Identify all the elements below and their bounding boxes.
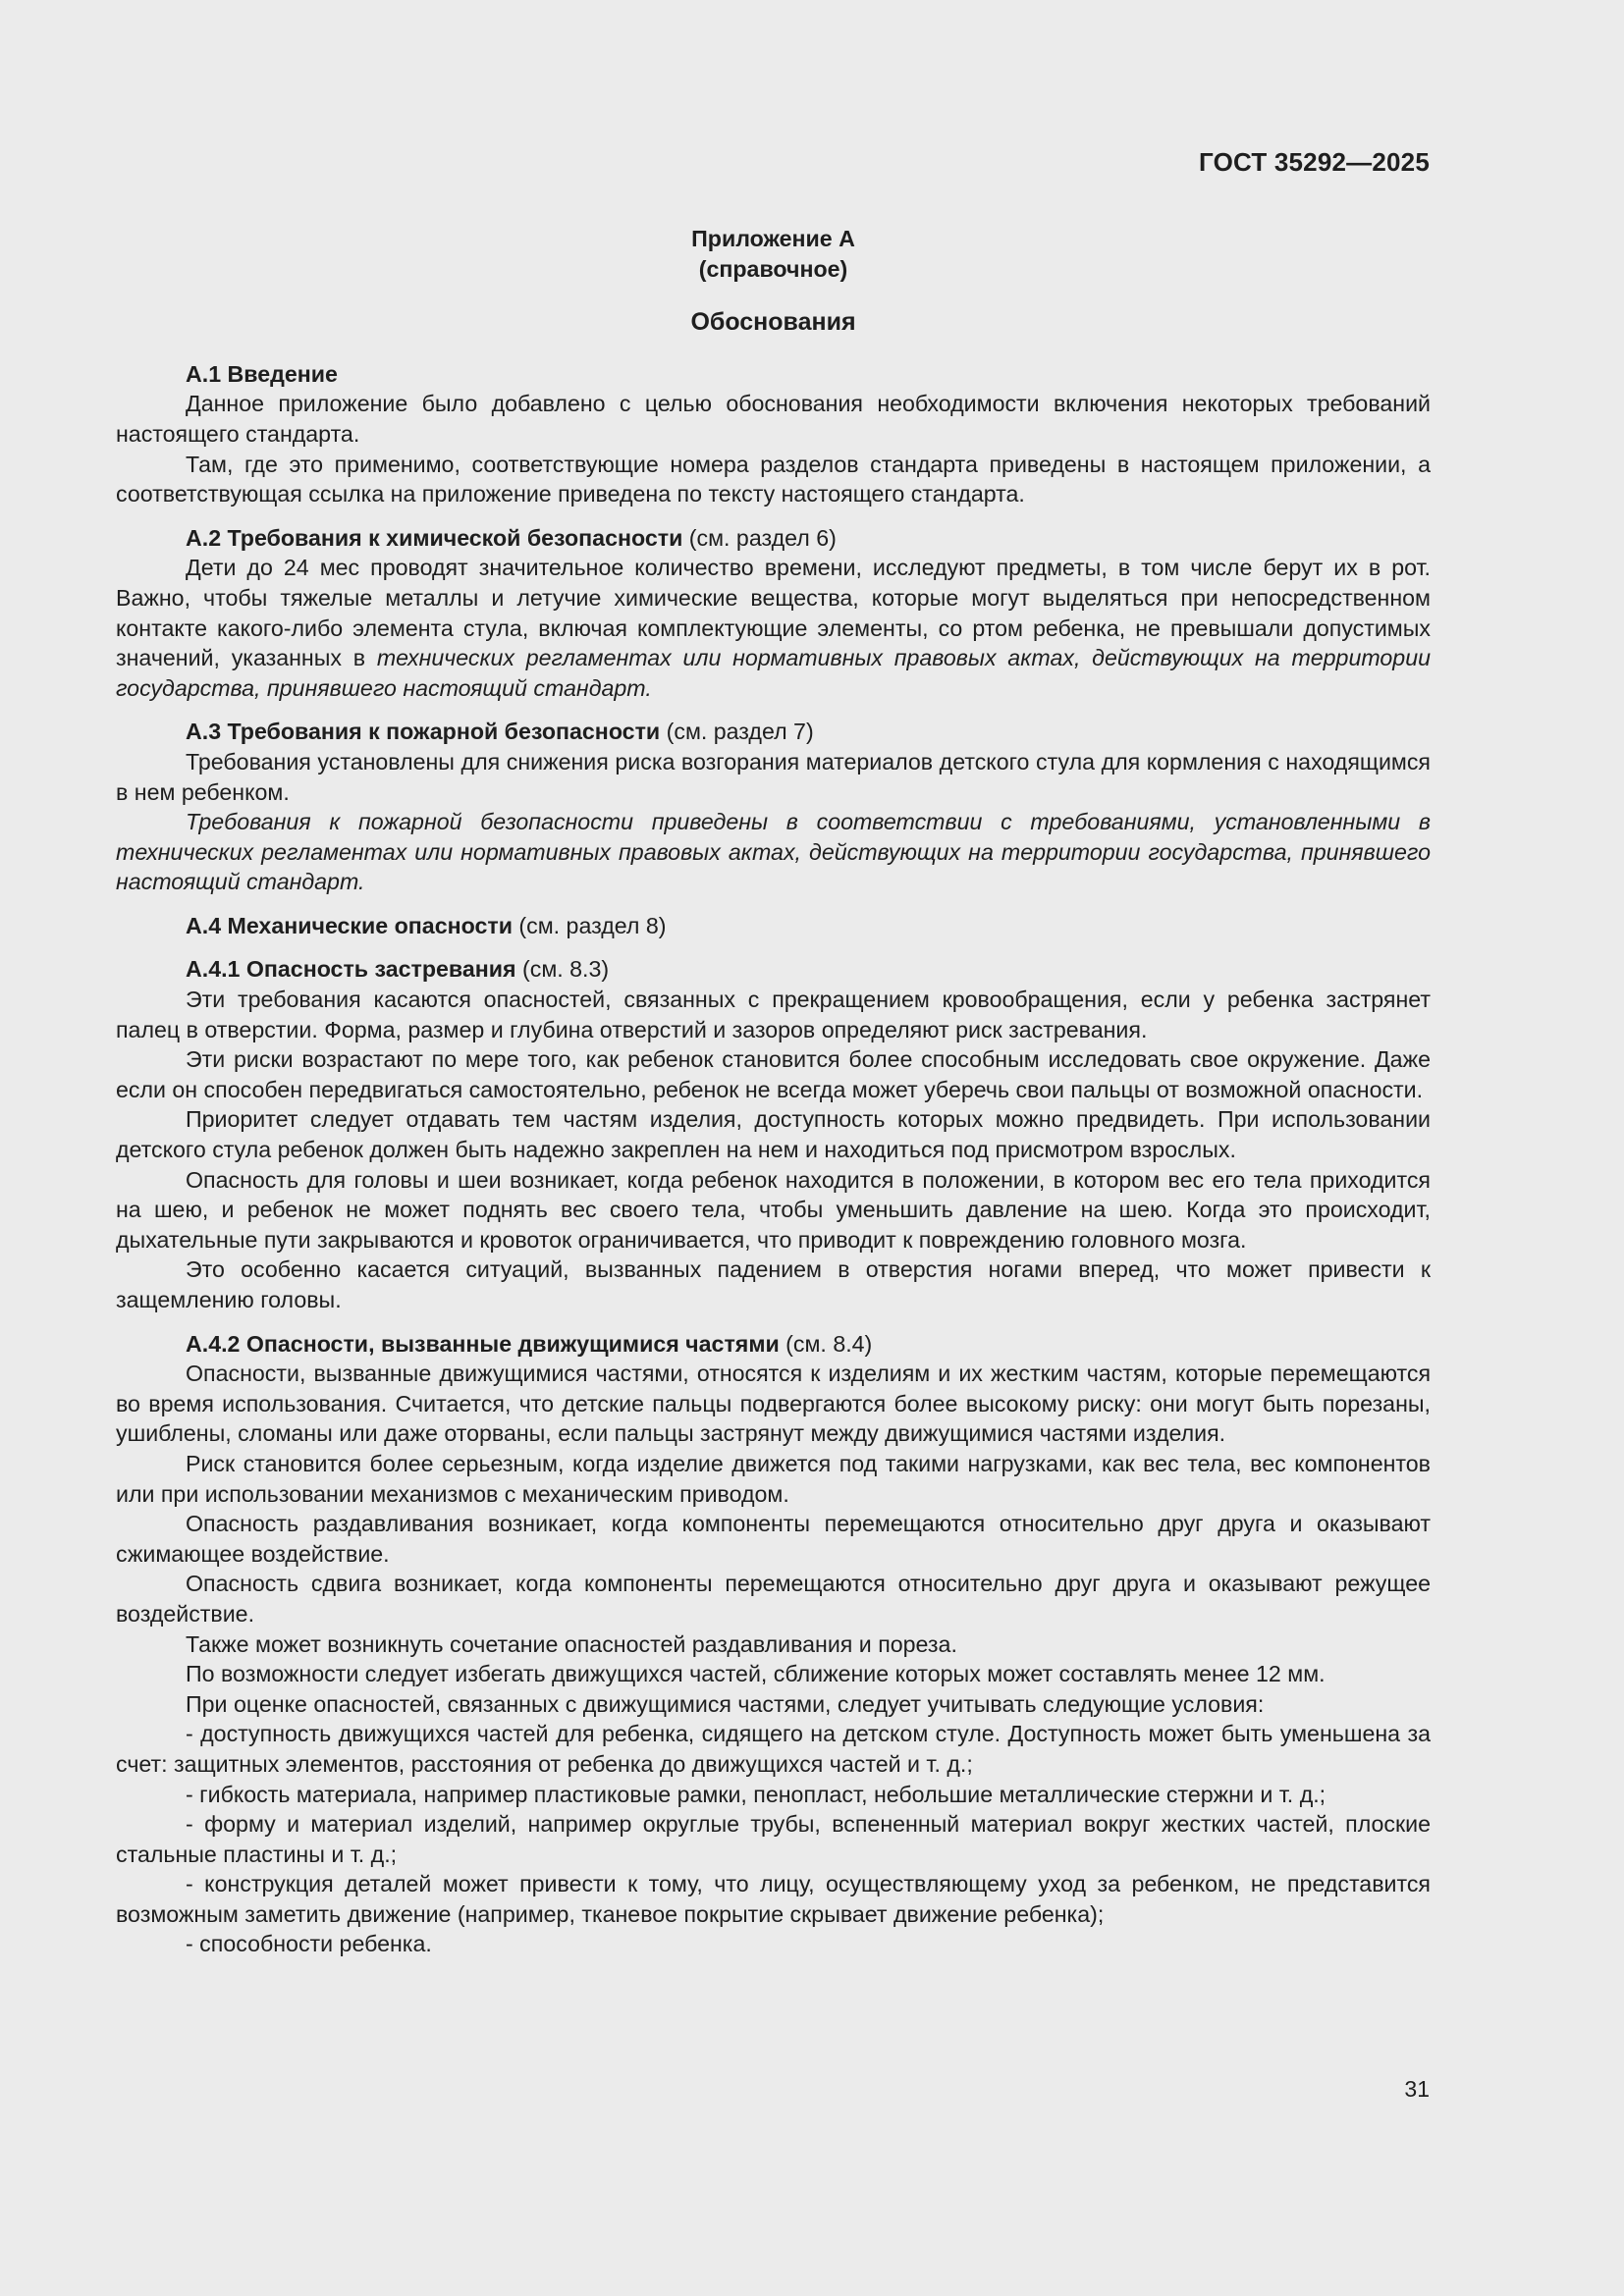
section-heading-a41: А.4.1 Опасность застревания (см. 8.3) [186, 956, 610, 983]
paragraph: Риск становится более серьезным, когда изделие движется под такими нагрузками, как вес тела, вес компонентов или при использовании механизмов с механическим приводом. [116, 1450, 1431, 1507]
list-item: - доступность движущихся частей для ребенка, сидящего на детском стуле. Доступность может быть уменьшена за счет: защитных элементов, расстояния от ребенка до движущихся частей и т. д.; [116, 1721, 1431, 1777]
section-heading-a2: А.2 Требования к химической безопасности (см. раздел 6) [186, 524, 837, 551]
paragraph: При оценке опасностей, связанных с движущимися частями, следует учитывать следующие условия: [186, 1690, 1265, 1717]
paragraph: Опасность для головы и шеи возникает, когда ребенок находится в положении, в котором вес его тела приходится на шею, и ребенок не может поднять вес своего тела, чтобы уменьшить давление на шею. Когда это происходит, дыхательные пути закрываются и кровоток ограничивается, что приводит к повреждению головного мозга. [116, 1166, 1431, 1253]
paragraph: Требования установлены для снижения риска возгорания материалов детского стула для кормления с находящимся в нем ребенком. [116, 748, 1431, 805]
paragraph: Данное приложение было добавлено с целью обоснования необходимости включения некоторых требований настоящего стандарта. [116, 391, 1431, 447]
list-item: - конструкция деталей может привести к тому, что лицу, осуществляющему уход за ребенком, не представится возможным заметить движение (например, тканевое покрытие скрывает движение ребенка); [116, 1871, 1431, 1927]
annex-heading: Обоснования [690, 308, 856, 337]
paragraph: Опасность раздавливания возникает, когда компоненты перемещаются относительно друг друга и оказывают сжимающее воздействие. [116, 1511, 1431, 1567]
paragraph: Это особенно касается ситуаций, вызванных падением в отверстия ногами вперед, что может привести к защемлению головы. [116, 1256, 1431, 1312]
annex-content [116, 224, 1431, 1959]
paragraph: Требования к пожарной безопасности приведены в соответствии с требованиями, установленными в технических регламентах или нормативных правовых актах, действующих на территории государства, принявшего настоящий стандарт. [116, 809, 1431, 895]
paragraph: По возможности следует избегать движущихся частей, сближение которых может составлять менее 12 мм. [186, 1661, 1326, 1687]
list-item: - гибкость материала, например пластиковые рамки, пенопласт, небольшие металлические стержни и т. д.; [186, 1781, 1326, 1807]
paragraph: Дети до 24 мес проводят значительное количество времени, исследуют предметы, в том числе берут их в рот. Важно, чтобы тяжелые металлы и летучие химические вещества, которые могут выделяться при непосредственном контакте какого-либо элемента стула, включая комплектующие элементы, со ртом ребенка, не превышали допустимых значений, указанных в технических регламентах или нормативных правовых актах, действующих на территории государства, принявшего настоящий стандарт. [116, 555, 1431, 701]
document-id: ГОСТ 35292—2025 [1199, 147, 1430, 177]
paragraph: Приоритет следует отдавать тем частям изделия, доступность которых можно предвидеть. При использовании детского стула ребенок должен быть надежно закреплен на нем и находиться под присмотром взрослых. [116, 1106, 1431, 1163]
section-heading-a3: А.3 Требования к пожарной безопасности (см. раздел 7) [186, 719, 814, 745]
section-heading-a4: А.4 Механические опасности (см. раздел 8) [186, 912, 667, 938]
section-heading-a42: А.4.2 Опасности, вызванные движущимися частями (см. 8.4) [186, 1330, 873, 1357]
paragraph: Опасность сдвига возникает, когда компоненты перемещаются относительно друг друга и оказывают режущее воздействие. [116, 1571, 1431, 1627]
paragraph: Также может возникнуть сочетание опасностей раздавливания и пореза. [186, 1630, 957, 1657]
paragraph: Там, где это применимо, соответствующие номера разделов стандарта приведены в настоящем приложении, а соответствующая ссылка на приложение приведена по тексту настоящего стандарта. [116, 451, 1431, 507]
annex-subtitle: (справочное) [698, 255, 848, 282]
annex-title: Приложение А [691, 226, 855, 251]
paragraph: Эти риски возрастают по мере того, как ребенок становится более способным исследовать свое окружение. Даже если он способен передвигаться самостоятельно, ребенок не всегда может уберечь свои пальцы от возможной опасности. [116, 1046, 1431, 1102]
list-item: - способности ребенка. [186, 1931, 432, 1957]
paragraph: Опасности, вызванные движущимися частями, относятся к изделиям и их жестким частям, которые перемещаются во время использования. Считается, что детские пальцы подвергаются более высокому риску: они могут быть порезаны, ушиблены, сломаны или даже оторваны, если пальцы застрянут между движущимися частями изделия. [116, 1361, 1431, 1447]
section-heading-a1: А.1 Введение [186, 360, 338, 387]
page-number: 31 [1404, 2076, 1430, 2102]
paragraph: Эти требования касаются опасностей, связанных с прекращением кровообращения, если у ребенка застрянет палец в отверстии. Форма, размер и глубина отверстий и зазоров определяют риск застревания. [116, 987, 1431, 1042]
list-item: - форму и материал изделий, например округлые трубы, вспененный материал вокруг жестких частей, плоские стальные пластины и т. д.; [116, 1811, 1431, 1867]
